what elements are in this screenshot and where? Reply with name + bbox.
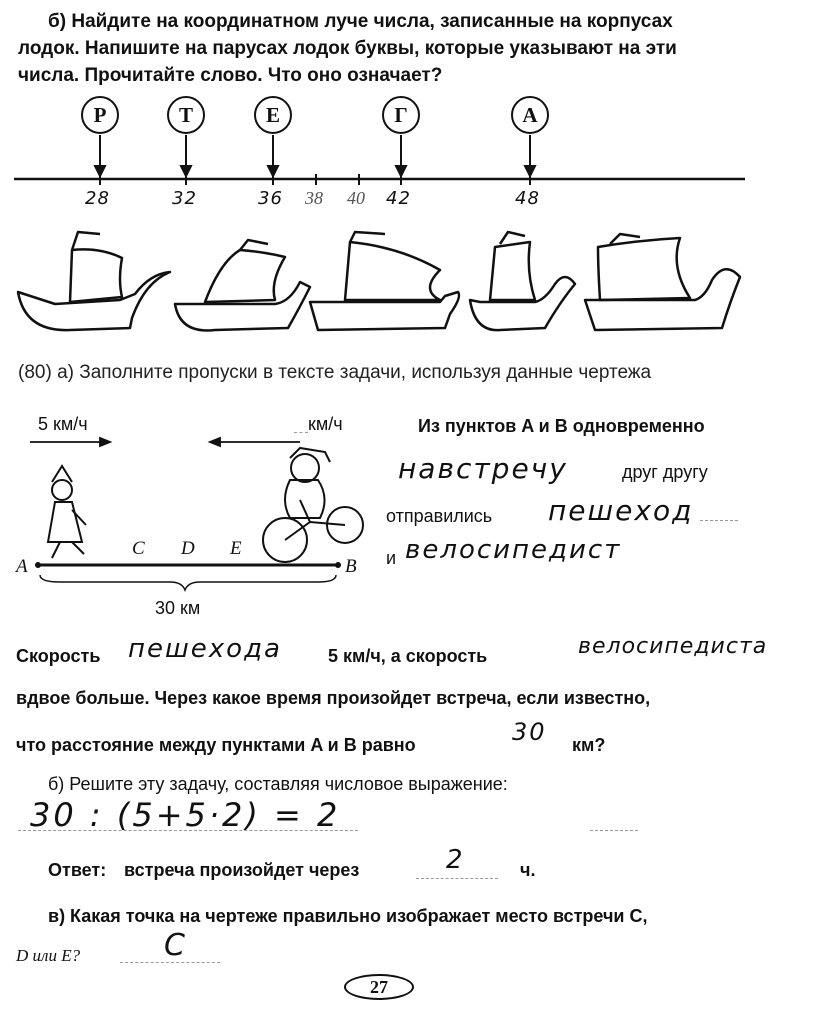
boat xyxy=(585,234,740,330)
distance-label: 30 км xyxy=(155,598,201,618)
answer-unit: ч. xyxy=(520,860,536,880)
circle-letter: Т xyxy=(167,96,205,134)
speed-text-2: 5 км/ч, а скорость xyxy=(328,646,488,666)
part-c-line-1: в) Какая точка на чертеже правильно изображает место встречи C, xyxy=(48,906,648,926)
point-b-label: B xyxy=(345,556,357,577)
speed-right-label: км/ч xyxy=(308,414,343,434)
problem-line-3: отправились xyxy=(386,506,493,526)
answer-expression: 30 : (5+5·2) = 2 xyxy=(30,796,341,834)
boat xyxy=(18,232,170,330)
part-b-title: б) Решите эту задачу, составляя числовое выражение: xyxy=(48,774,508,794)
part-c-blank xyxy=(120,962,220,963)
circle-letter: Р xyxy=(81,96,119,134)
answer-distance: 30 xyxy=(512,718,547,746)
answer-pedestrian-2: пешехода xyxy=(128,634,282,664)
problem-line-2: друг другу xyxy=(622,462,708,482)
tick-label-printed: 38 xyxy=(305,188,323,208)
circle-letter: А xyxy=(511,96,549,134)
task-b-line-3: числа. Прочитайте слово. Что оно означает? xyxy=(18,65,443,86)
tick-label: 36 xyxy=(258,188,283,209)
answer-cyclist-2: велосипедиста xyxy=(578,634,768,659)
boats-illustration xyxy=(0,222,820,337)
circle-letter: Е xyxy=(254,96,292,134)
tick-label: 32 xyxy=(172,188,197,209)
cut-off-task-line: (80) а) Заполните пропуски в тексте задачи, используя данные чертежа xyxy=(18,362,652,383)
part-c-answer: C xyxy=(164,928,187,963)
point-a-label: A xyxy=(16,556,28,577)
task-b-line-1: б) Найдите на координатном луче числа, записанные на корпусах xyxy=(48,11,673,32)
expression-line xyxy=(18,830,358,831)
speed-text-1: Скорость xyxy=(16,646,101,666)
boat xyxy=(175,240,310,330)
part-c-line-2: D или E? xyxy=(16,946,81,965)
number-line xyxy=(0,130,820,190)
page-number: 27 xyxy=(344,974,414,1000)
point-d-label: D xyxy=(181,538,195,559)
problem-line-4: и xyxy=(386,548,397,568)
cyclist-figure xyxy=(263,448,363,562)
answer-label: Ответ: xyxy=(48,860,107,880)
boat xyxy=(310,232,459,330)
boat xyxy=(470,232,575,330)
circle-letter: Г xyxy=(382,96,420,134)
question-line-1: вдвое больше. Через какое время произойдет встреча, если известно, xyxy=(16,688,651,708)
tick-label: 42 xyxy=(386,188,411,209)
answer-pedestrian: пешеход xyxy=(548,494,694,527)
answer-time: 2 xyxy=(446,845,465,875)
point-c-label: C xyxy=(132,538,145,559)
tick-label: 28 xyxy=(85,188,110,209)
task-b-line-2: лодок. Напишите на парусах лодок буквы, которые указывают на эти xyxy=(18,38,677,59)
question-line-2: что расстояние между пунктами A и B равно xyxy=(16,735,416,755)
point-e-label: E xyxy=(230,538,242,559)
speed-left-label: 5 км/ч xyxy=(38,414,88,434)
answer-blank xyxy=(416,878,498,879)
answer-cyclist: велосипедист xyxy=(405,535,622,565)
problem-line-1: Из пунктов A и B одновременно xyxy=(418,416,705,436)
tick-label: 48 xyxy=(515,188,540,209)
tick-label-printed: 40 xyxy=(347,188,365,208)
answer-towards: навстречу xyxy=(398,452,568,485)
question-line-2-end: км? xyxy=(572,735,606,755)
blank-line xyxy=(700,520,738,521)
pedestrian-figure xyxy=(48,466,86,558)
blank-line xyxy=(590,830,638,831)
answer-text: встреча произойдет через xyxy=(124,860,360,880)
